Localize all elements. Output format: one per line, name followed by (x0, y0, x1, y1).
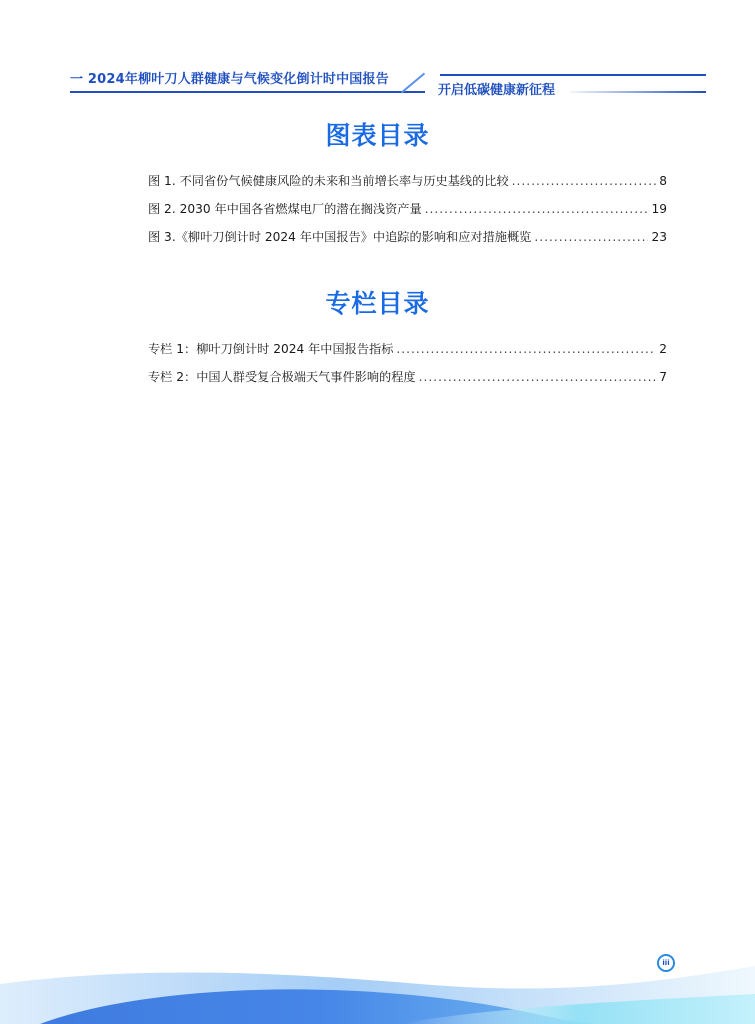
columns-toc (148, 340, 667, 396)
header-rule-left (70, 91, 425, 93)
toc-entry-column-2[interactable] (148, 368, 667, 396)
toc-entry-page: 2 (659, 342, 667, 356)
toc-entry-label: 图 3.《柳叶刀倒计时 2024 年中国报告》中追踪的影响和应对措施概览 (148, 230, 532, 244)
toc-entry-figure-1[interactable] (148, 172, 667, 200)
running-header-left (70, 66, 430, 96)
toc-entry-label: 图 1. 不同省份气候健康风险的未来和当前增长率与历史基线的比较 (148, 174, 509, 188)
report-subtitle: 开启低碳健康新征程 (438, 83, 556, 98)
toc-entry-label: 专栏 2：中国人群受复合极端天气事件影响的程度 (148, 370, 416, 384)
dot-leader (425, 202, 649, 216)
toc-entry-page: 8 (659, 174, 667, 188)
toc-entry-label: 图 2. 2030 年中国各省燃煤电厂的潜在搁浅资产量 (148, 202, 422, 216)
dot-leader (534, 230, 648, 244)
figures-toc (148, 172, 667, 256)
toc-entry-figure-3[interactable] (148, 228, 667, 256)
columns-heading: 专栏目录 (325, 289, 430, 318)
toc-entry-column-1[interactable] (148, 340, 667, 368)
report-title: 一 2024年柳叶刀人群健康与气候变化倒计时中国报告 (70, 72, 389, 87)
running-header-right (430, 74, 710, 98)
toc-entry-page: 7 (659, 370, 667, 384)
toc-entry-page: 19 (651, 202, 667, 216)
toc-entry-page: 23 (651, 230, 667, 244)
header-rule-top (440, 74, 706, 76)
page-number: iii (662, 959, 670, 967)
dot-leader (396, 342, 656, 356)
toc-entry-label: 专栏 1：柳叶刀倒计时 2024 年中国报告指标 (148, 342, 394, 356)
dot-leader (512, 174, 657, 188)
header-rule-bottom (570, 91, 706, 93)
dot-leader (419, 370, 657, 384)
decorative-wave (0, 954, 755, 1024)
toc-entry-figure-2[interactable] (148, 200, 667, 228)
figures-heading: 图表目录 (325, 121, 430, 150)
